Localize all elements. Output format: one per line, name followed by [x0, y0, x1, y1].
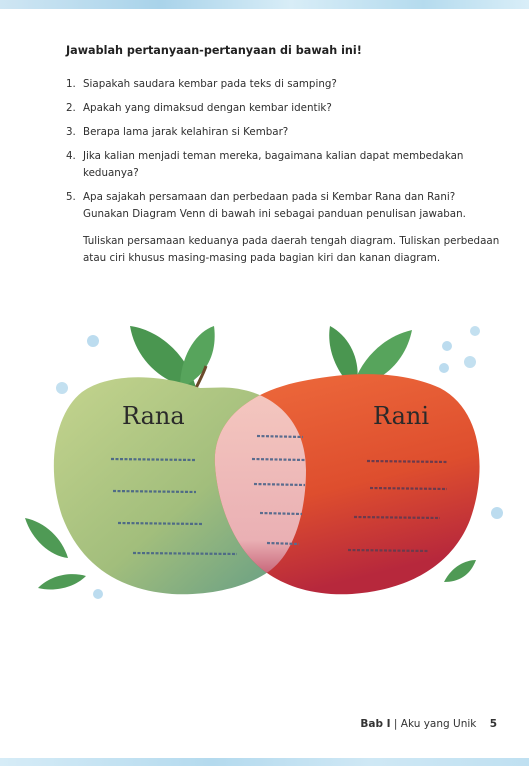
- question-item: [66, 100, 496, 117]
- question-text: Apakah yang dimaksud dengan kembar identik?: [83, 102, 332, 114]
- leaf-icon: [180, 326, 215, 388]
- question-item: [66, 148, 496, 182]
- question-list: [66, 76, 496, 230]
- leaf-icon: [25, 518, 68, 558]
- leaf-icon: [444, 560, 476, 582]
- chapter-label: Bab I: [360, 718, 391, 730]
- question-number: 5.: [66, 191, 76, 203]
- page-footer: [360, 718, 497, 730]
- question-item: [66, 76, 496, 93]
- question-item: [66, 124, 496, 141]
- venn-diagram: [0, 300, 529, 620]
- question-text: Apa sajakah persamaan dan perbedaan pada si Kembar Rana dan Rani? Gunakan Diagram Venn di bawah ini sebagai panduan penulisan jawaban.: [83, 191, 466, 220]
- page-number: 5: [489, 718, 497, 730]
- leaf-icon: [38, 574, 86, 589]
- top-decorative-strip: [0, 0, 529, 9]
- question-number: 3.: [66, 126, 76, 138]
- question-number: 2.: [66, 102, 76, 114]
- question-text: Jika kalian menjadi teman mereka, bagaimana kalian dapat membedakan keduanya?: [83, 150, 464, 179]
- venn-instruction-paragraph: Tuliskan persamaan keduanya pada daerah tengah diagram. Tuliskan perbedaan atau ciri khusus masing-masing pada bagian kiri dan kanan diagram.: [83, 235, 500, 264]
- question-text: Siapakah saudara kembar pada teks di samping?: [83, 78, 337, 90]
- question-number: 1.: [66, 78, 76, 90]
- bottom-decorative-strip: [0, 758, 529, 766]
- question-number: 4.: [66, 150, 76, 162]
- footer-separator: |: [393, 718, 398, 730]
- question-item: [66, 189, 496, 223]
- chapter-title: Aku yang Unik: [400, 718, 477, 730]
- instruction-heading: Jawablah pertanyaan-pertanyaan di bawah ini!: [66, 44, 362, 57]
- venn-left-label: Rana: [122, 402, 185, 430]
- venn-right-label: Rani: [373, 402, 430, 430]
- question-text: Berapa lama jarak kelahiran si Kembar?: [83, 126, 289, 138]
